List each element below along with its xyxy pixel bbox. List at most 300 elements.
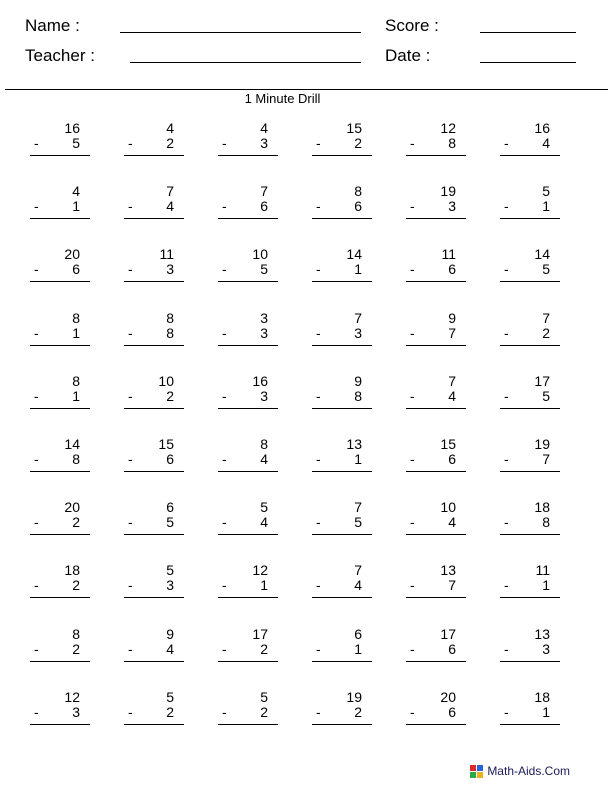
subtrahend: 1 [354, 451, 362, 467]
minus-sign: - [504, 261, 509, 277]
minuend: 20 [64, 246, 80, 262]
minus-sign: - [316, 135, 321, 151]
minuend: 16 [534, 120, 550, 136]
subtraction-problem [500, 436, 560, 486]
subtrahend: 7 [542, 451, 550, 467]
minus-sign: - [504, 388, 509, 404]
minuend: 13 [346, 436, 362, 452]
minus-sign: - [222, 704, 227, 720]
minuend: 11 [441, 246, 456, 262]
subtraction-problem [124, 626, 184, 676]
subtrahend: 4 [166, 198, 174, 214]
subtrahend: 1 [72, 325, 80, 341]
minuend: 8 [260, 436, 268, 452]
subtraction-problem [218, 246, 278, 296]
minus-sign: - [128, 514, 133, 530]
answer-line [312, 281, 372, 282]
minus-sign: - [504, 135, 509, 151]
subtraction-problem [30, 246, 90, 296]
minuend: 10 [440, 499, 456, 515]
subtraction-problem [312, 120, 372, 170]
subtraction-problem [406, 310, 466, 360]
date-label: Date : [385, 46, 431, 65]
minuend: 9 [354, 373, 362, 389]
answer-line [30, 408, 90, 409]
subtrahend: 1 [260, 577, 268, 593]
answer-line [500, 218, 560, 219]
subtrahend: 8 [542, 514, 550, 530]
subtrahend: 5 [260, 261, 268, 277]
subtrahend: 3 [166, 577, 174, 593]
subtraction-problem [500, 246, 560, 296]
minus-sign: - [34, 641, 39, 657]
subtrahend: 3 [448, 198, 456, 214]
answer-line [406, 661, 466, 662]
minus-sign: - [504, 577, 509, 593]
subtrahend: 8 [354, 388, 362, 404]
subtraction-problem [30, 373, 90, 423]
answer-line [30, 597, 90, 598]
minuend: 7 [354, 562, 362, 578]
subtraction-problem [218, 436, 278, 486]
subtrahend: 3 [72, 704, 80, 720]
answer-line [312, 155, 372, 156]
minuend: 8 [166, 310, 174, 326]
answer-line [30, 218, 90, 219]
minus-sign: - [34, 325, 39, 341]
minus-sign: - [222, 198, 227, 214]
minus-sign: - [410, 514, 415, 530]
minus-sign: - [128, 641, 133, 657]
answer-line [124, 724, 184, 725]
subtrahend: 3 [542, 641, 550, 657]
answer-line [500, 471, 560, 472]
minus-sign: - [504, 641, 509, 657]
subtrahend: 2 [72, 514, 80, 530]
subtrahend: 2 [166, 135, 174, 151]
answer-line [500, 281, 560, 282]
subtrahend: 1 [354, 261, 362, 277]
answer-line [406, 534, 466, 535]
minus-sign: - [504, 514, 509, 530]
subtrahend: 5 [166, 514, 174, 530]
minuend: 7 [448, 373, 456, 389]
answer-line [312, 534, 372, 535]
minuend: 19 [534, 436, 550, 452]
minuend: 19 [346, 689, 362, 705]
answer-line [124, 281, 184, 282]
subtraction-problem [218, 562, 278, 612]
minus-sign: - [34, 451, 39, 467]
footer-site: Math-Aids.Com [487, 764, 570, 778]
subtraction-problem [312, 373, 372, 423]
subtraction-problem [312, 626, 372, 676]
minuend: 18 [534, 689, 550, 705]
subtraction-problem [218, 626, 278, 676]
minus-sign: - [410, 577, 415, 593]
minus-sign: - [34, 388, 39, 404]
subtraction-problem [218, 373, 278, 423]
footer [470, 764, 570, 778]
minus-sign: - [34, 261, 39, 277]
minuend: 8 [72, 626, 80, 642]
minuend: 7 [354, 499, 362, 515]
minuend: 5 [542, 183, 550, 199]
answer-line [500, 661, 560, 662]
minuend: 18 [64, 562, 80, 578]
minuend: 19 [440, 183, 456, 199]
minus-sign: - [128, 198, 133, 214]
subtraction-problem [500, 120, 560, 170]
subtraction-problem [500, 689, 560, 739]
minuend: 12 [252, 562, 268, 578]
subtraction-problem [312, 310, 372, 360]
minuend: 5 [260, 689, 268, 705]
minus-sign: - [316, 261, 321, 277]
subtrahend: 5 [354, 514, 362, 530]
minuend: 7 [260, 183, 268, 199]
answer-line [218, 218, 278, 219]
subtrahend: 4 [542, 135, 550, 151]
minuend: 3 [260, 310, 268, 326]
subtraction-problem [30, 562, 90, 612]
minuend: 18 [534, 499, 550, 515]
subtrahend: 6 [354, 198, 362, 214]
minuend: 15 [346, 120, 362, 136]
answer-line [218, 345, 278, 346]
minus-sign: - [316, 514, 321, 530]
subtraction-problem [312, 562, 372, 612]
answer-line [218, 281, 278, 282]
minuend: 10 [158, 373, 174, 389]
subtrahend: 6 [260, 198, 268, 214]
minus-sign: - [128, 325, 133, 341]
subtraction-problem [406, 626, 466, 676]
answer-line [124, 218, 184, 219]
minuend: 17 [534, 373, 550, 389]
subtraction-problem [30, 689, 90, 739]
answer-line [124, 155, 184, 156]
subtrahend: 2 [260, 704, 268, 720]
minuend: 10 [252, 246, 268, 262]
subtraction-problem [500, 626, 560, 676]
teacher-label: Teacher : [25, 46, 95, 65]
minuend: 5 [260, 499, 268, 515]
answer-line [406, 218, 466, 219]
minus-sign: - [128, 577, 133, 593]
answer-line [406, 471, 466, 472]
answer-line [218, 471, 278, 472]
subtrahend: 1 [72, 388, 80, 404]
subtraction-problem [406, 436, 466, 486]
subtrahend: 6 [166, 451, 174, 467]
minus-sign: - [316, 388, 321, 404]
subtraction-problem [124, 373, 184, 423]
name-label: Name : [25, 16, 80, 35]
answer-line [500, 345, 560, 346]
subtraction-problem [30, 120, 90, 170]
subtrahend: 2 [166, 704, 174, 720]
answer-line [312, 408, 372, 409]
minuend: 4 [72, 183, 80, 199]
minus-sign: - [128, 704, 133, 720]
subtraction-problem [406, 373, 466, 423]
minus-sign: - [128, 261, 133, 277]
subtrahend: 2 [166, 388, 174, 404]
answer-line [406, 724, 466, 725]
answer-line [406, 155, 466, 156]
minuend: 17 [440, 626, 456, 642]
answer-line [124, 408, 184, 409]
minus-sign: - [504, 451, 509, 467]
minuend: 20 [440, 689, 456, 705]
answer-line [30, 534, 90, 535]
minuend: 7 [542, 310, 550, 326]
answer-line [312, 345, 372, 346]
minus-sign: - [410, 451, 415, 467]
subtrahend: 3 [260, 325, 268, 341]
minus-sign: - [410, 704, 415, 720]
subtrahend: 4 [448, 514, 456, 530]
minuend: 7 [354, 310, 362, 326]
subtrahend: 8 [72, 451, 80, 467]
subtrahend: 6 [448, 451, 456, 467]
subtraction-problem [218, 183, 278, 233]
answer-line [312, 471, 372, 472]
subtrahend: 7 [448, 577, 456, 593]
minuend: 16 [252, 373, 268, 389]
minus-sign: - [222, 514, 227, 530]
minus-sign: - [504, 198, 509, 214]
minuend: 6 [354, 626, 362, 642]
subtraction-problem [500, 310, 560, 360]
answer-line [500, 597, 560, 598]
subtrahend: 2 [260, 641, 268, 657]
minus-sign: - [410, 388, 415, 404]
answer-line [30, 471, 90, 472]
minus-sign: - [316, 577, 321, 593]
subtraction-problem [500, 499, 560, 549]
subtraction-problem [218, 120, 278, 170]
answer-line [500, 724, 560, 725]
minuend: 4 [260, 120, 268, 136]
answer-line [406, 281, 466, 282]
answer-line [406, 408, 466, 409]
subtrahend: 3 [166, 261, 174, 277]
subtraction-problem [312, 499, 372, 549]
subtraction-problem [500, 562, 560, 612]
minus-sign: - [410, 198, 415, 214]
subtraction-problem [500, 373, 560, 423]
answer-line [500, 408, 560, 409]
subtrahend: 4 [166, 641, 174, 657]
minus-sign: - [504, 704, 509, 720]
minuend: 12 [440, 120, 456, 136]
subtrahend: 2 [72, 577, 80, 593]
answer-line [218, 724, 278, 725]
subtraction-problem [124, 183, 184, 233]
subtraction-problem [124, 310, 184, 360]
minus-sign: - [222, 388, 227, 404]
subtrahend: 6 [72, 261, 80, 277]
subtraction-problem [124, 562, 184, 612]
math-aids-logo-icon [470, 765, 483, 778]
subtrahend: 8 [166, 325, 174, 341]
answer-line [30, 724, 90, 725]
subtrahend: 1 [354, 641, 362, 657]
subtrahend: 2 [72, 641, 80, 657]
score-label: Score : [385, 16, 439, 35]
subtrahend: 2 [354, 135, 362, 151]
minuend: 11 [159, 246, 174, 262]
answer-line [312, 661, 372, 662]
minus-sign: - [34, 198, 39, 214]
subtraction-problem [218, 310, 278, 360]
minus-sign: - [222, 641, 227, 657]
answer-line [30, 345, 90, 346]
minuend: 8 [72, 310, 80, 326]
minus-sign: - [316, 198, 321, 214]
minuend: 14 [64, 436, 80, 452]
subtrahend: 1 [542, 198, 550, 214]
subtraction-problem [218, 689, 278, 739]
minus-sign: - [34, 577, 39, 593]
minus-sign: - [222, 325, 227, 341]
answer-line [500, 534, 560, 535]
minus-sign: - [316, 325, 321, 341]
subtraction-problem [312, 183, 372, 233]
minuend: 8 [354, 183, 362, 199]
minus-sign: - [504, 325, 509, 341]
minus-sign: - [410, 641, 415, 657]
minus-sign: - [128, 388, 133, 404]
subtrahend: 8 [448, 135, 456, 151]
subtraction-problem [500, 183, 560, 233]
minus-sign: - [222, 261, 227, 277]
minus-sign: - [410, 325, 415, 341]
minuend: 5 [166, 562, 174, 578]
answer-line [124, 597, 184, 598]
subtraction-problem [406, 246, 466, 296]
minus-sign: - [410, 261, 415, 277]
drill-title: 1 Minute Drill [244, 91, 321, 106]
minus-sign: - [34, 514, 39, 530]
minus-sign: - [410, 135, 415, 151]
subtraction-problem [406, 562, 466, 612]
answer-line [312, 218, 372, 219]
subtraction-problem [124, 689, 184, 739]
minuend: 4 [166, 120, 174, 136]
subtrahend: 5 [542, 388, 550, 404]
minuend: 16 [64, 120, 80, 136]
answer-line [312, 597, 372, 598]
subtrahend: 3 [354, 325, 362, 341]
subtraction-problem [30, 310, 90, 360]
answer-line [218, 534, 278, 535]
subtraction-problem [124, 246, 184, 296]
minuend: 11 [535, 562, 550, 578]
answer-line [30, 281, 90, 282]
minuend: 17 [252, 626, 268, 642]
subtraction-problem [406, 499, 466, 549]
subtrahend: 5 [542, 261, 550, 277]
minus-sign: - [128, 451, 133, 467]
answer-line [30, 661, 90, 662]
subtrahend: 1 [72, 198, 80, 214]
answer-line [406, 597, 466, 598]
subtrahend: 2 [542, 325, 550, 341]
minuend: 7 [166, 183, 174, 199]
subtraction-problem [312, 246, 372, 296]
subtrahend: 4 [260, 451, 268, 467]
minus-sign: - [222, 135, 227, 151]
subtrahend: 3 [260, 388, 268, 404]
minuend: 6 [166, 499, 174, 515]
subtrahend: 6 [448, 704, 456, 720]
subtrahend: 4 [260, 514, 268, 530]
minuend: 9 [166, 626, 174, 642]
subtraction-problem [30, 626, 90, 676]
minuend: 15 [440, 436, 456, 452]
answer-line [406, 345, 466, 346]
subtraction-problem [30, 183, 90, 233]
subtraction-problem [124, 499, 184, 549]
minus-sign: - [128, 135, 133, 151]
subtrahend: 5 [72, 135, 80, 151]
subtrahend: 4 [354, 577, 362, 593]
subtraction-problem [30, 499, 90, 549]
subtraction-problem [218, 499, 278, 549]
subtrahend: 1 [542, 577, 550, 593]
minuend: 8 [72, 373, 80, 389]
minuend: 20 [64, 499, 80, 515]
minuend: 5 [166, 689, 174, 705]
answer-line [312, 724, 372, 725]
subtraction-problem [312, 436, 372, 486]
minus-sign: - [34, 135, 39, 151]
answer-line [218, 597, 278, 598]
subtraction-problem [312, 689, 372, 739]
answer-line [124, 471, 184, 472]
minus-sign: - [316, 704, 321, 720]
minuend: 12 [64, 689, 80, 705]
answer-line [124, 345, 184, 346]
minuend: 9 [448, 310, 456, 326]
minuend: 13 [534, 626, 550, 642]
subtrahend: 4 [448, 388, 456, 404]
minus-sign: - [222, 577, 227, 593]
subtrahend: 7 [448, 325, 456, 341]
subtrahend: 1 [542, 704, 550, 720]
subtraction-problem [124, 436, 184, 486]
minuend: 13 [440, 562, 456, 578]
minuend: 14 [346, 246, 362, 262]
subtrahend: 2 [354, 704, 362, 720]
minuend: 14 [534, 246, 550, 262]
subtraction-problem [124, 120, 184, 170]
minus-sign: - [316, 451, 321, 467]
answer-line [30, 155, 90, 156]
answer-line [218, 408, 278, 409]
answer-line [218, 661, 278, 662]
subtraction-problem [406, 120, 466, 170]
answer-line [124, 534, 184, 535]
answer-line [500, 155, 560, 156]
minus-sign: - [316, 641, 321, 657]
subtraction-problem [406, 689, 466, 739]
minus-sign: - [222, 451, 227, 467]
subtraction-problem [30, 436, 90, 486]
